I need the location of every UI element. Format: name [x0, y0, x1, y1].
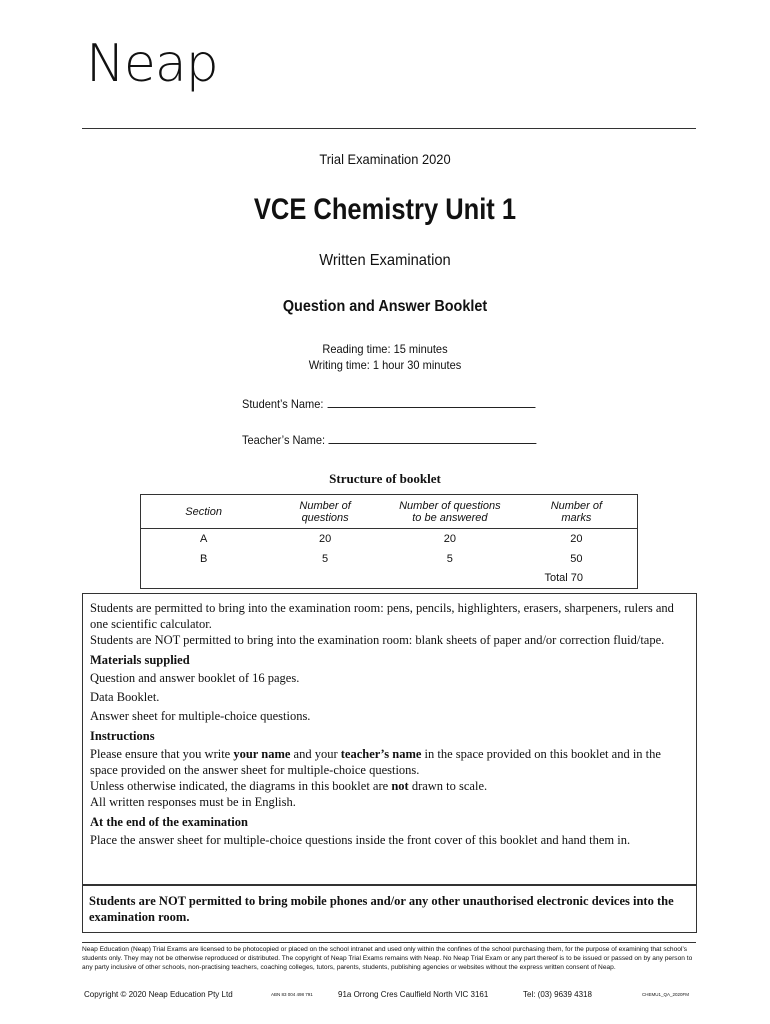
row-questions: 5: [322, 552, 329, 565]
table-total-row: [141, 569, 638, 589]
header-section: Section: [141, 495, 267, 529]
student-name-label: Student’s Name:: [242, 397, 324, 411]
table-header-row: [141, 495, 638, 529]
teacher-name-line[interactable]: [329, 434, 537, 444]
booklet-title: Question and Answer Booklet: [282, 298, 488, 315]
reading-time: Reading time: 15 minutes: [322, 342, 448, 356]
material-item: Question and answer booklet of 16 pages.: [90, 671, 300, 685]
end-of-exam-heading: At the end of the examination: [90, 815, 248, 829]
total-marks: Total 70: [544, 572, 583, 585]
writing-time: Writing time: 1 hour 30 minutes: [308, 358, 462, 372]
telephone: Tel: (03) 9639 4318: [523, 990, 592, 999]
structure-title: Structure of booklet: [329, 471, 441, 486]
license-notice: Neap Education (Neap) Trial Exams are licensed to be photocopied or placed on the school intranet and used only within the confines of the school purchasing them, for the purpose of examining that school’s students only. They may not be otherwise reproduced or distributed. The copyright of Neap Trial Exams remains with Neap. No Neap Trial Exam or any part thereof is to be issued or passed on by any person to any party inclusive of other schools, non-practising teachers, coaching colleges, tutors, parents, students, publishing agencies or websites without the express written consent of Neap.: [82, 946, 693, 971]
materials-heading: Materials supplied: [90, 653, 190, 667]
footer-divider: [82, 942, 696, 943]
teacher-name-field[interactable]: [242, 433, 537, 447]
instruction-names: Please ensure that you write your name and your teacher’s name in the space provided on this booklet and in the space provided on the answer sheet for multiple-choice questions.: [90, 747, 661, 777]
row-section: A: [199, 532, 208, 545]
row-answered: 20: [443, 532, 456, 545]
material-item: Answer sheet for multiple-choice questions.: [90, 709, 311, 723]
abn: ABN 83 004 498 791: [271, 992, 313, 997]
document-code: CHEMU1_QA_2020FM: [642, 992, 690, 997]
table-row: [141, 549, 638, 569]
exam-type: Written Examination: [319, 252, 451, 269]
permitted-items: Students are permitted to bring into the examination room: pens, pencils, highlighters, erasers, sharpeners, rulers and one scientific calculator.: [90, 601, 674, 631]
end-of-exam-text: Place the answer sheet for multiple-choice questions inside the front cover of this booklet and hand them in.: [90, 833, 631, 847]
neap-logo: Neap: [86, 34, 218, 94]
instruction-diagrams: Unless otherwise indicated, the diagrams in this booklet are not drawn to scale.: [90, 779, 488, 793]
not-permitted-items: Students are NOT permitted to bring into the examination room: blank sheets of paper and/or correction fluid/tape.: [90, 633, 665, 647]
material-item: Data Booklet.: [90, 690, 160, 704]
row-questions: 20: [318, 532, 332, 545]
exam-information-box: [82, 593, 697, 885]
header-divider: [82, 128, 696, 129]
table-row: [141, 529, 638, 549]
copyright: Copyright © 2020 Neap Education Pty Ltd: [84, 990, 233, 999]
row-answered: 5: [446, 552, 453, 565]
header-to-answer: Number of questions to be answered: [384, 495, 516, 529]
row-section: B: [199, 552, 208, 565]
student-name-line[interactable]: [327, 398, 535, 408]
teacher-name-label: Teacher’s Name:: [242, 433, 326, 447]
student-name-field[interactable]: [242, 397, 535, 411]
address: 91a Orrong Cres Caulfield North VIC 3161: [338, 990, 489, 999]
row-marks: 50: [570, 552, 583, 565]
header-num-questions: Number of questions: [266, 495, 384, 529]
row-marks: 20: [570, 532, 583, 545]
header-marks: Number of marks: [516, 495, 638, 529]
devices-warning: Students are NOT permitted to bring mobile phones and/or any other unauthorised electronic devices into the examination room.: [82, 885, 697, 933]
trial-examination-label: Trial Examination 2020: [319, 151, 451, 167]
instructions-heading: Instructions: [90, 729, 155, 743]
structure-table: [140, 494, 638, 589]
instruction-english: All written responses must be in English.: [90, 795, 296, 809]
page-title: VCE Chemistry Unit 1: [253, 193, 517, 226]
